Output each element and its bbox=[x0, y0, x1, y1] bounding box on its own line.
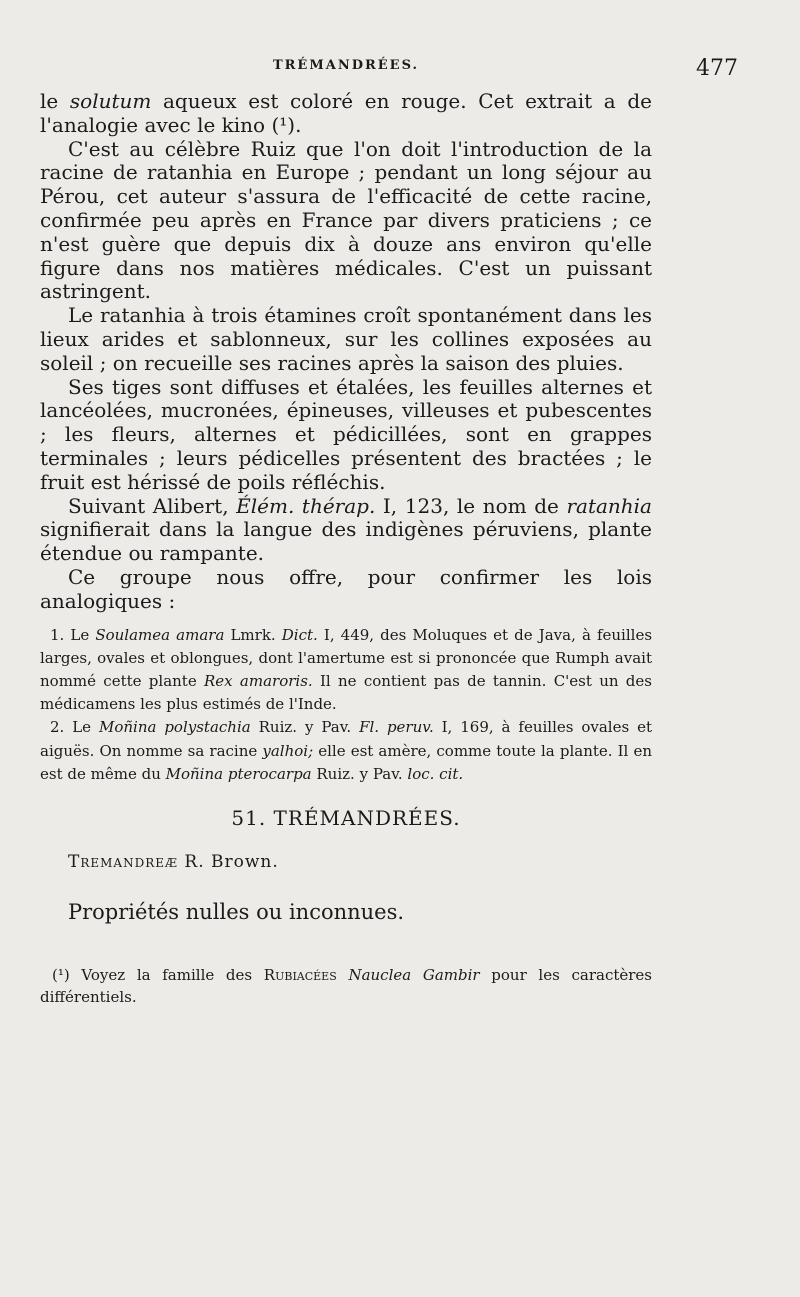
note-2: 2. Le Moñina polystachia Ruiz. y Pav. Fl. peruv. I, 169, à feuilles ovales et aiguës. On nomme sa racine yalhoi; elle est amère, comme toute la plante. Il en est de même du Moñina pterocarpa Ruiz. y Pav. loc. cit. bbox=[40, 718, 653, 783]
properties-line: Propriétés nulles ou inconnues. bbox=[68, 899, 405, 924]
paragraph-4: Ses tiges sont diffuses et étalées, les feuilles alternes et lancéolées, mucronées, épineuses, villeuses et pubescentes ; les fleurs, alternes et pédicillées, sont en grappes terminales ; leurs pédicelles présentent des bractées ; le fruit est hérissé de poils réfléchis. bbox=[40, 374, 652, 494]
footnote: (¹) Voyez la famille des Rubiacées Nauclea Gambir pour les caractères différentiels. bbox=[40, 965, 652, 1006]
paragraph-3: Le ratanhia à trois étamines croît spontanément dans les lieux arides et sablonneux, sur les collines exposées au soleil ; on recueille ses racines après la saison des pluies. bbox=[40, 303, 652, 375]
paragraph-5: Suivant Alibert, Élém. thérap. I, 123, le nom de ratanhia signifierait dans la langue des indigènes péruviens, plante étendue ou rampante. bbox=[40, 493, 652, 566]
paragraph-2: C'est au célèbre Ruiz que l'on doit l'introduction de la racine de ratanhia en Europe ; pendant un long séjour au Pérou, cet auteur s'assura de l'efficacité de cette racine, confirmée peu après en France par divers praticiens ; ce n'est guère que depuis dix à douze ans environ qu'elle figure dans nos matières médicales. C'est un puissant astringent. bbox=[40, 136, 652, 304]
paragraph-1: le solutum aqueux est coloré en rouge. Cet extrait a de l'analogie avec le kino (¹). bbox=[40, 89, 652, 137]
family-name: Tremandreæ R. Brown. bbox=[68, 851, 279, 872]
note-1: 1. Le Soulamea amara Lmrk. Dict. I, 449, des Moluques et de Java, à feuilles larges, ovales et oblongues, dont l'amertume est si prononcée que Rumph avait nommé cette plante Rex amaroris. Il ne contient pas de tannin. C'est un des médicamens les plus estimés de l'Inde. bbox=[40, 625, 653, 714]
numbered-notes bbox=[40, 624, 652, 786]
page-number: 477 bbox=[696, 56, 738, 81]
running-title: TRÉMANDRÉES. bbox=[272, 58, 420, 73]
section-title: 51. TRÉMANDRÉES. bbox=[231, 805, 461, 830]
paragraph-6: Ce groupe nous offre, pour confirmer les lois analogiques : bbox=[40, 564, 652, 613]
running-head bbox=[40, 56, 738, 90]
